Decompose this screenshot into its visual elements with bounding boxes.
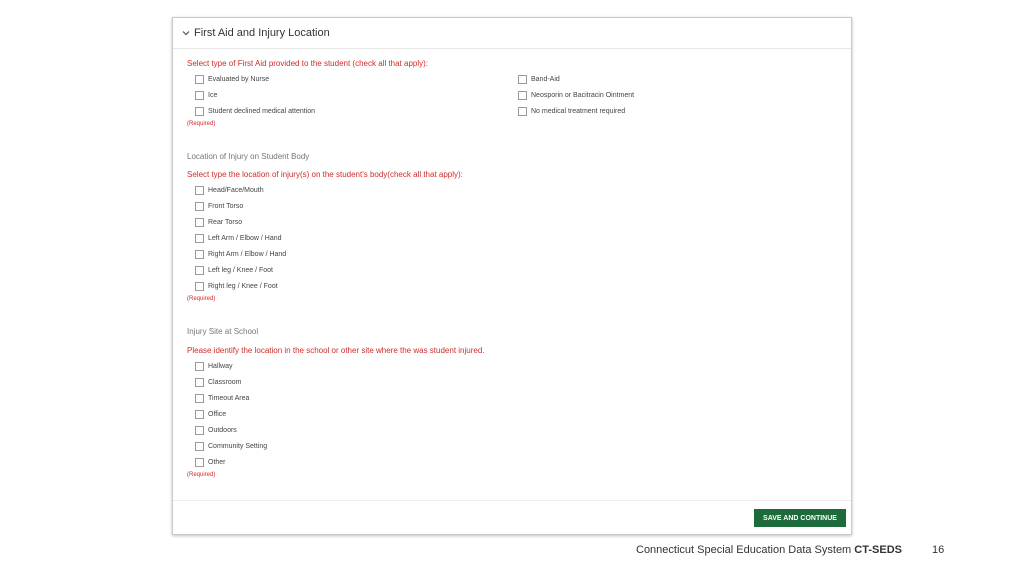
- first-aid-panel: [172, 17, 852, 535]
- checkbox-right-arm[interactable]: [195, 250, 286, 259]
- checkbox-box[interactable]: [195, 394, 204, 403]
- checkbox-box[interactable]: [195, 442, 204, 451]
- checkbox-outdoors[interactable]: [195, 426, 237, 435]
- checkbox-box[interactable]: [195, 202, 204, 211]
- page-number: 16: [932, 544, 945, 556]
- injury-site-instruction: Please identify the location in the school or other site where the was student injured.: [187, 346, 485, 355]
- checkbox-right-leg[interactable]: [195, 282, 278, 291]
- checkbox-front-torso[interactable]: [195, 202, 243, 211]
- checkbox-label: Band-Aid: [531, 76, 560, 83]
- checkbox-head-face-mouth[interactable]: [195, 186, 264, 195]
- footer-text: Connecticut Special Education Data System: [636, 544, 852, 556]
- checkbox-label: Timeout Area: [208, 395, 250, 402]
- checkbox-ice[interactable]: [195, 91, 217, 100]
- required-note: (Required): [187, 296, 216, 302]
- injury-location-section-title: Location of Injury on Student Body: [187, 152, 310, 161]
- checkbox-box[interactable]: [195, 250, 204, 259]
- checkbox-box[interactable]: [195, 266, 204, 275]
- checkbox-box[interactable]: [518, 91, 527, 100]
- checkbox-box[interactable]: [195, 426, 204, 435]
- checkbox-office[interactable]: [195, 410, 226, 419]
- checkbox-timeout-area[interactable]: [195, 394, 249, 403]
- save-and-continue-button[interactable]: SAVE AND CONTINUE: [754, 509, 846, 527]
- panel-footer-divider: [173, 500, 851, 501]
- first-aid-instruction: Select type of First Aid provided to the student (check all that apply):: [187, 59, 429, 68]
- checkbox-label: No medical treatment required: [531, 108, 626, 115]
- checkbox-label: Community Setting: [208, 443, 268, 450]
- panel-title: First Aid and Injury Location: [194, 27, 330, 39]
- checkbox-box[interactable]: [518, 75, 527, 84]
- checkbox-label: Classroom: [208, 379, 242, 386]
- checkbox-band-aid[interactable]: [518, 75, 560, 84]
- checkbox-student-declined[interactable]: [195, 107, 315, 116]
- checkbox-label: Ice: [208, 92, 218, 99]
- checkbox-label: Right leg / Knee / Foot: [208, 283, 278, 290]
- checkbox-box[interactable]: [195, 458, 204, 467]
- checkbox-label: Left leg / Knee / Foot: [208, 267, 273, 274]
- checkbox-label: Other: [208, 459, 226, 466]
- checkbox-community-setting[interactable]: [195, 442, 267, 451]
- checkbox-hallway[interactable]: [195, 362, 233, 371]
- checkbox-label: Right Arm / Elbow / Hand: [208, 251, 287, 258]
- checkbox-neosporin[interactable]: [518, 91, 634, 100]
- checkbox-box[interactable]: [195, 362, 204, 371]
- checkbox-left-arm[interactable]: [195, 234, 282, 243]
- checkbox-box[interactable]: [195, 107, 204, 116]
- checkbox-label: Rear Torso: [208, 219, 243, 226]
- chevron-down-icon[interactable]: [181, 28, 191, 38]
- checkbox-label: Evaluated by Nurse: [208, 76, 270, 83]
- checkbox-box[interactable]: [195, 234, 204, 243]
- checkbox-box[interactable]: [195, 91, 204, 100]
- panel-header[interactable]: [173, 18, 851, 49]
- checkbox-label: Head/Face/Mouth: [208, 187, 264, 194]
- checkbox-no-medical-treatment[interactable]: [518, 107, 625, 116]
- checkbox-label: Student declined medical attention: [208, 108, 316, 115]
- checkbox-box[interactable]: [518, 107, 527, 116]
- checkbox-box[interactable]: [195, 218, 204, 227]
- checkbox-left-leg[interactable]: [195, 266, 273, 275]
- checkbox-label: Hallway: [208, 363, 233, 370]
- checkbox-label: Office: [208, 411, 227, 418]
- injury-site-section-title: Injury Site at School: [187, 327, 259, 336]
- checkbox-rear-torso[interactable]: [195, 218, 242, 227]
- required-note: (Required): [187, 472, 216, 478]
- checkbox-other[interactable]: [195, 458, 226, 467]
- checkbox-label: Outdoors: [208, 427, 237, 434]
- checkbox-label: Left Arm / Elbow / Hand: [208, 235, 282, 242]
- required-note: (Required): [187, 121, 216, 127]
- checkbox-box[interactable]: [195, 186, 204, 195]
- checkbox-label: Neosporin or Bacitracin Ointment: [531, 92, 635, 99]
- checkbox-label: Front Torso: [208, 203, 244, 210]
- injury-location-instruction: Select type the location of injury(s) on the student's body(check all that apply):: [187, 170, 463, 179]
- checkbox-box[interactable]: [195, 75, 204, 84]
- checkbox-box[interactable]: [195, 282, 204, 291]
- slide-footer: [636, 544, 902, 556]
- footer-brand: CT-SEDS: [854, 544, 902, 556]
- checkbox-evaluated-by-nurse[interactable]: [195, 75, 269, 84]
- checkbox-classroom[interactable]: [195, 378, 241, 387]
- checkbox-box[interactable]: [195, 410, 204, 419]
- checkbox-box[interactable]: [195, 378, 204, 387]
